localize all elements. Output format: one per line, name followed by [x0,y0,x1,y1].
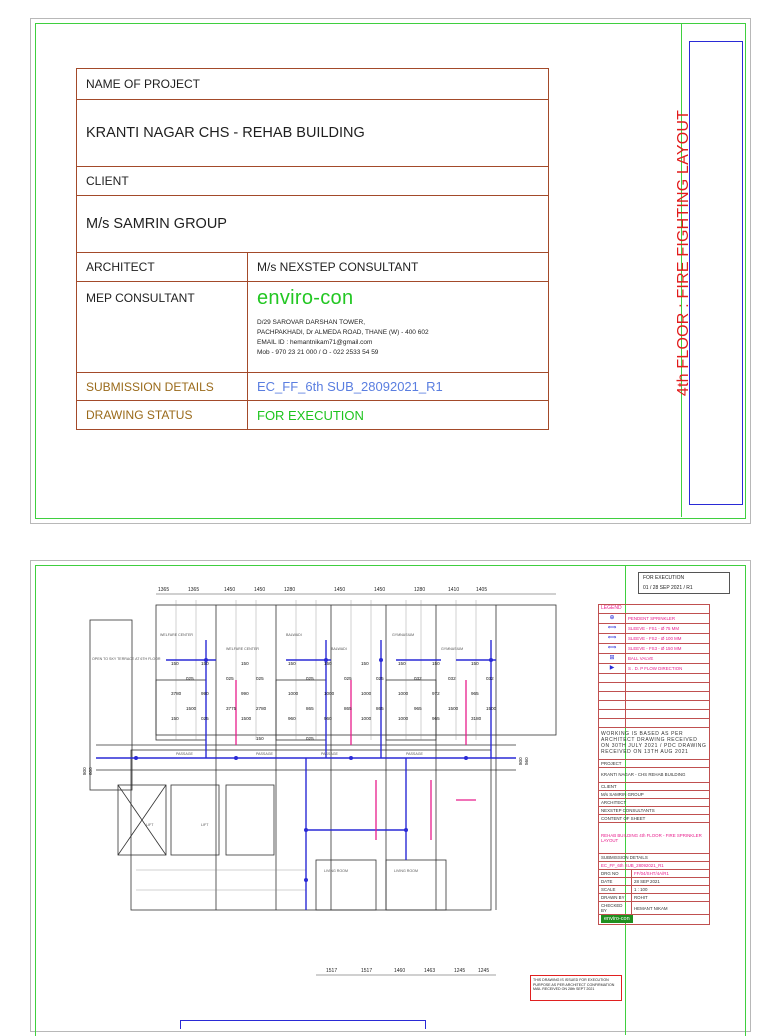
legend-table [598,613,710,728]
submission-label: SUBMISSION DETAILS [77,373,248,401]
room-label: LIFT [201,823,209,827]
legend-row [599,663,710,673]
room-label: OPEN TO SKY TERRACE AT 6TH FLOOR [92,657,161,661]
legend-title: LEGEND [598,604,710,613]
email-line: EMAIL ID : hemantnikam71@gmail.com [257,339,373,346]
title-block [598,604,710,925]
mep-details [248,282,549,373]
lift-3 [226,785,274,855]
bottom-dimension-label: 1245 [478,968,490,974]
submission-value: EC_FF_6th SUB_28092021_R1 [599,862,710,870]
pipe-dimension: 990 [201,691,209,696]
top-dimension-label: 1450 [334,587,346,593]
pipe-dimension: 3775 [226,706,237,711]
pipe-dimension: 1000 [361,716,372,721]
terrace-outline [90,620,132,790]
ball-valve-icon: ⊞ [599,653,626,663]
room-label: PASSAGE [406,752,423,756]
mep-label: MEP CONSULTANT [77,282,248,373]
room-label: BALWADI [286,633,302,637]
submission-value: EC_FF_6th SUB_28092021_R1 [248,373,549,401]
lift-2 [171,785,219,855]
execution-note-box: THIS DRAWING IS ISSUED FOR EXECUTION PURPOSE AS PER ARCHITECT CONFIRMATION MAIL RECEIVED ON 28th SEPT 2021 [530,975,622,1001]
scale-value: 1 : 100 [632,886,710,894]
scale-label: SCALE [599,886,632,894]
pipe-dimension: 025 [201,716,209,721]
pipe-dimension: 1000 [288,691,299,696]
side-dimension: 800 [518,757,523,765]
pipe-dimension: 965 [432,716,440,721]
top-dimension-label: 1280 [284,587,296,593]
bottom-dimension-label: 1517 [326,968,338,974]
pipe-dimension: 025 [306,676,314,681]
pipe-dimension: 150 [288,661,296,666]
legend-label: SLEEVE - FS2 - Ø 100 MM [626,633,710,643]
room-label: LIFT [146,823,154,827]
room-label: LIVING ROOM [394,869,418,873]
drg-no-label: DRG NO [599,870,632,878]
content-value: REHAB BUILDING 4th FLOOR - FIRE SPRINKLER LAYOUT [599,822,710,853]
pipe-dimension: 972 [432,691,440,696]
bottom-dimension-label: 1463 [424,968,436,974]
bottom-dimension-label: 1245 [454,968,466,974]
exec-date: 01 / 28 SEP 2021 / R1 [643,585,693,591]
phone-line: Mob - 970 23 21 000 / O - 022 2533 54 59 [257,349,379,356]
pipe-dimension: 1500 [486,706,497,711]
pipe-dimension: 032 [448,676,456,681]
sleeve-fs1-icon: ⟺ [599,623,626,633]
room-label: LIVING ROOM [324,869,348,873]
pipe-dimension: 1500 [186,706,197,711]
room-label: PASSAGE [256,752,273,756]
drg-no-value: FF/04/SHT/4A/R1 [632,870,710,878]
address-line-2: PACHPAKHADI, Dr ALMEDA ROAD, THANE (W) - 400 602 [257,329,429,336]
client-name: M/s SAMRIN GROUP [77,196,549,253]
cover-title-box [689,41,743,505]
stair-block-1 [156,680,206,740]
room-label: BALWADI [331,647,347,651]
room-label: GYMNASIUM [441,647,464,651]
client-value: M/s SAMRIN GROUP [599,790,710,798]
drawn-by-label: DRAWN BY [599,894,632,902]
pipe-dimension: 150 [432,661,440,666]
pipe-dimension: 865 [344,706,352,711]
drawn-by-value: ROHIT [632,894,710,902]
pipe-dimension: 1000 [324,691,335,696]
top-dimension-label: 1365 [188,587,200,593]
top-dimension-label: 1450 [374,587,386,593]
client-label: CLIENT [77,167,549,196]
room-label: GYMNASIUM [392,633,415,637]
bottom-dimension-label: 1517 [361,968,373,974]
sheet-title-bar [180,1020,426,1029]
enviro-con-logo: enviro-con [257,287,354,309]
bottom-dimension-label: 1460 [394,968,406,974]
side-dimension: 560 [524,757,529,765]
architect-label: ARCHITECT [599,798,710,806]
working-note: WORKING IS BASED AS PER ARCHITECT DRAWING RECEIVED ON 30TH JULY 2021 / PDC DRAWING RECEIVED ON 13TH AUG 2021 [598,728,710,759]
execution-stamp [638,572,730,594]
pipe-dimension: 150 [361,661,369,666]
pipe-dimension: 150 [171,716,179,721]
legend-label: S . D. P FLOW DIRECTION [626,663,710,673]
pipe-dimension: 960 [324,716,332,721]
legend-label: SLEEVE - FS1 - Ø 75 MM [626,623,710,633]
flow-direction-icon: ▶ [599,663,626,673]
date-label: DATE [599,878,632,886]
legend-label: SLEEVE - FS3 - Ø 150 MM [626,643,710,653]
side-dimension: 800 [82,767,87,775]
pipe-dimension: 1500 [241,716,252,721]
pipe-dimension: 990 [241,691,249,696]
pipe-dimension: 1000 [398,716,409,721]
project-info-table [76,68,549,430]
legend-row [599,633,710,643]
top-dimension-label: 1405 [476,587,488,593]
legend-row [599,653,710,663]
address-line-1: D/29 SAROVAR DARSHAN TOWER, [257,319,365,326]
submission-label: SUBMISSION DETAILS [599,853,710,861]
pipe-dimension: 1500 [448,706,459,711]
pipe-dimension: 965 [414,706,422,711]
project-label: PROJECT [599,759,710,767]
pipe-dimension: 150 [471,661,479,666]
room-label: PASSAGE [321,752,338,756]
room-labels [92,633,463,873]
date-value: 28 SEP 2021 [632,878,710,886]
floor-plan-drawing [76,580,596,1020]
pipe-drops [236,680,476,840]
pipe-dimension: 150 [171,661,179,666]
legend-row [599,643,710,653]
pipe-dimension: 025 [376,676,384,681]
architect-label: ARCHITECT [77,253,248,282]
room-label: PASSAGE [176,752,193,756]
legend-row [599,613,710,623]
pipe-dimension: 025 [256,676,264,681]
pipe-dimension: 3180 [471,716,482,721]
drawing-status-value: FOR EXECUTION [248,401,549,430]
info-table [598,759,710,925]
pipe-dimension: 960 [288,716,296,721]
pipe-dimension: 865 [376,706,384,711]
pendent-sprinkler-icon: ⊕ [599,613,626,623]
room-label: WELFARE CENTER [160,633,193,637]
drawing-status-label: DRAWING STATUS [77,401,248,430]
project-value: KRANTI NAGAR - CHS REHAB BUILDING [599,767,710,782]
sleeve-fs2-icon: ⟺ [599,633,626,643]
pipe-dimension: 025 [186,676,194,681]
project-name: KRANTI NAGAR CHS - REHAB BUILDING [77,100,549,167]
pipe-dimension: 1000 [398,691,409,696]
cover-side-title: 4th FLOOR : FIRE FIGHTING LAYOUT [675,109,692,397]
pipe-dimension-labels [171,661,497,741]
living-room-2 [386,860,446,910]
exec-title: FOR EXECUTION [643,575,685,581]
enviro-con-mini-logo: enviro-con [601,915,633,923]
client-label: CLIENT [599,782,710,790]
top-dimension-label: 1450 [224,587,236,593]
legend-label: BALL VALVE [626,653,710,663]
pipe-dimension: 150 [256,736,264,741]
pipe-dimension: 150 [241,661,249,666]
pipe-dimension: 025 [226,676,234,681]
checked-by-value: HEMANT NIKAM [632,902,710,915]
living-room-1 [316,860,376,910]
pipe-dimension: 150 [324,661,332,666]
pipe-dimension: 150 [201,661,209,666]
pipe-dimension: 032 [414,676,422,681]
pipe-dimension: 025 [344,676,352,681]
legend-label: PENDENT SPRINKLER [626,613,710,623]
legend-row [599,623,710,633]
top-dimension-label: 1280 [414,587,426,593]
pipe-dimension: 032 [486,676,494,681]
pipe-dimension: 3780 [171,691,182,696]
pipe-dimension: 865 [306,706,314,711]
name-of-project-label: NAME OF PROJECT [77,69,549,100]
architect-name: M/s NEXSTEP CONSULTANT [248,253,549,282]
pipe-dimension: 1000 [361,691,372,696]
top-dimension-label: 1365 [158,587,170,593]
content-label: CONTENT OF SHEET [599,814,710,822]
pipe-dimension: 025 [306,736,314,741]
pipe-dimension: 150 [398,661,406,666]
sleeve-fs3-icon: ⟺ [599,643,626,653]
stair-block-2 [276,680,326,740]
room-label: WELFARE CENTER [226,647,259,651]
checked-by-label: CHECKED BY [599,902,632,915]
side-dimension: 600 [88,767,93,775]
stair-block-3 [386,680,436,740]
architect-value: NEXSTEP CONSULTANTS [599,806,710,814]
top-dimension-label: 1410 [448,587,460,593]
bottom-dimensions [326,968,489,974]
top-dimensions [158,587,487,593]
pipe-dimension: 2780 [256,706,267,711]
pipe-dimension: 965 [471,691,479,696]
top-dimension-label: 1450 [254,587,266,593]
